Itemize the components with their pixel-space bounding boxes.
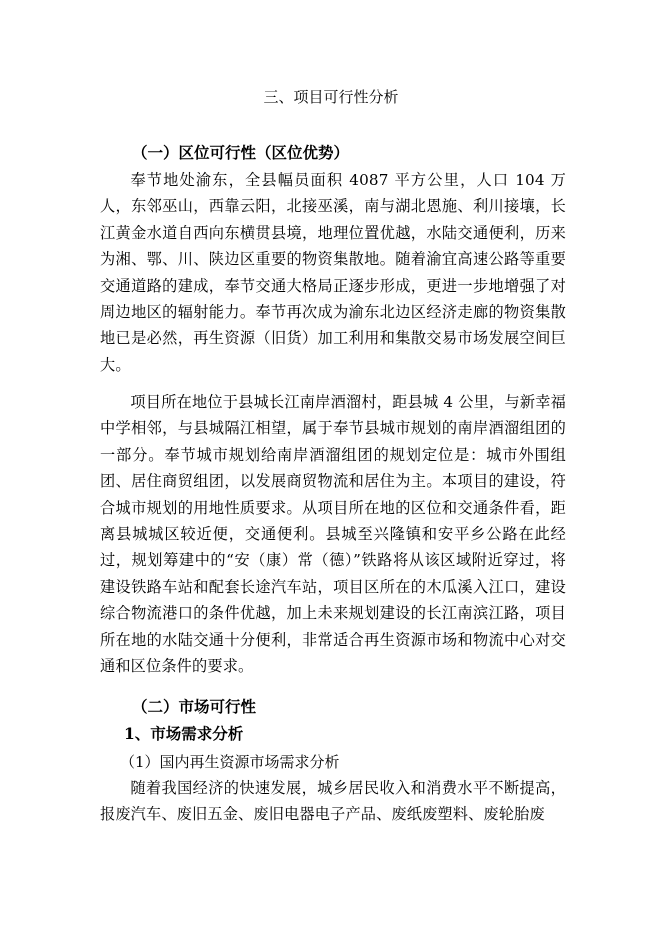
document-title: 三、项目可行性分析 bbox=[263, 88, 399, 106]
paragraph-project-site: 项目所在地位于县城长江南岸酒溜村，距县城 4 公里，与新幸福中学相邻，与县城隔江相望，属于奉节县城市规划的南岸酒溜组团的一部分。奉节城市规划给南岸酒溜组团的规划定位是：城市外围组团、居住商贸组团，以发展商贸物流和居住为主。本项目的建设，符合城市规划的用地性质要求。从项目所在地的区位和交通条件看，距离县城城区较近便，交通便利。县城至兴隆镇和安平乡公路在此经过，规划筹建中的“安（康）常（德）”铁路将从该区域附近穿过，将建设铁路车站和配套长途汽车站，项目区所在的木瓜溪入江口，建设综合物流港口的条件优越，加上未来规划建设的长江南滨江路，项目所在地的水陆交通十分便利，非常适合再生资源市场和物流中心对交通和区位条件的要求。 bbox=[100, 393, 566, 676]
section-heading-market: （二）市场可行性 bbox=[132, 697, 257, 716]
subsection-heading-domestic-demand: （1）国内再生资源市场需求分析 bbox=[120, 753, 340, 771]
paragraph-location-overview: 奉节地处渝东，全县幅员面积 4087 平方公里，人口 104 万人，东邻巫山，西靠云阳，北接巫溪，南与湖北恩施、利川接壤，长江黄金水道自西向东横贯县境，地理位置优越，水陆交通便利，历来为湘、鄂、川、陕边区重要的物资集散地。随着渝宜高速公路等重要交通道路的建成，奉节交通大格局正逐步形成，更进一步地增强了对周边地区的辐射能力。奉节再次成为渝东北边区经济走廊的物资集散地已是必然，再生资源（旧货）加工利用和集散交易市场发展空间巨大。 bbox=[100, 171, 566, 374]
paragraph-domestic-demand: 随着我国经济的快速发展，城乡居民收入和消费水平不断提高，报废汽车、废旧五金、废旧电器电子产品、废纸废塑料、废轮胎废 bbox=[100, 779, 566, 824]
subsection-heading-demand: 1、市场需求分析 bbox=[124, 724, 244, 743]
section-heading-location: （一）区位可行性（区位优势） bbox=[132, 143, 350, 162]
